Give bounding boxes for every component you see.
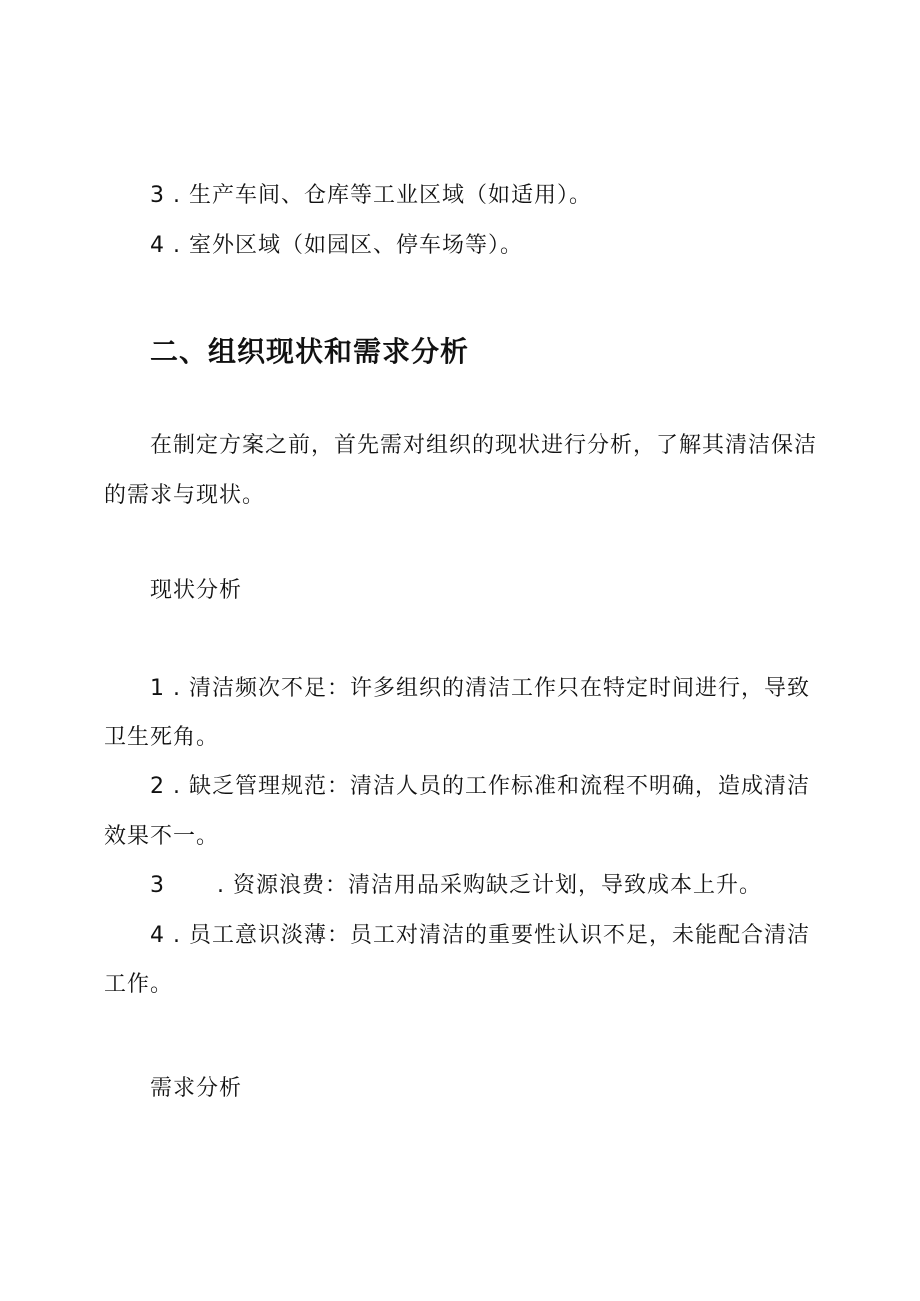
status-item-1-line-1: 1 . 清洁频次不足：许多组织的清洁工作只在特定时间进行，导致 bbox=[150, 676, 810, 701]
status-item-3-text: . 资源浪费：清洁用品采购缺乏计划，导致成本上升。 bbox=[217, 873, 762, 898]
status-item-3 bbox=[150, 872, 762, 900]
status-item-2-line-1: 2 . 缺乏管理规范：清洁人员的工作标准和流程不明确，造成清洁 bbox=[150, 774, 810, 799]
intro-line-1: 在制定方案之前，首先需对组织的现状进行分析，了解其清洁保洁 bbox=[150, 433, 818, 458]
intro-line-2: 的需求与现状。 bbox=[104, 483, 266, 508]
status-item-1-line-2: 卫生死角。 bbox=[104, 725, 220, 750]
status-subtitle: 现状分析 bbox=[150, 578, 243, 603]
list-item-3: 3 . 生产车间、仓库等工业区域（如适用）。 bbox=[150, 183, 592, 208]
status-item-2-line-2: 效果不一。 bbox=[104, 824, 220, 849]
status-item-4-line-2: 工作。 bbox=[104, 972, 174, 997]
list-item-4: 4 . 室外区域（如园区、停车场等）。 bbox=[150, 233, 523, 258]
section-heading: 二、组织现状和需求分析 bbox=[150, 335, 470, 368]
status-item-3-number: 3 bbox=[150, 873, 165, 898]
status-item-4-line-1: 4 . 员工意识淡薄：员工对清洁的重要性认识不足，未能配合清洁 bbox=[150, 923, 810, 948]
needs-subtitle: 需求分析 bbox=[150, 1076, 243, 1101]
